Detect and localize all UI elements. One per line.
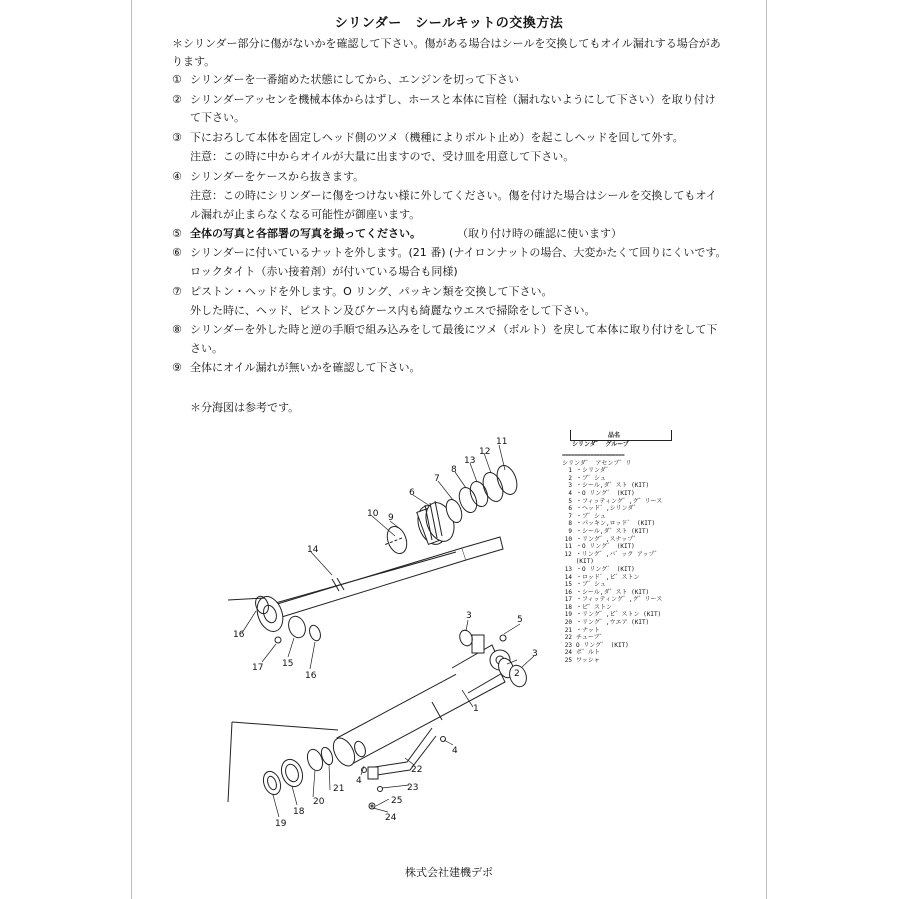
part-number: 16	[564, 588, 572, 596]
label-part-8: 8	[451, 465, 457, 475]
part-number: 2	[568, 474, 572, 482]
label-part-6: 6	[409, 488, 415, 498]
step-7-line-2: 外した時に、ヘッド、ピストン及びケース内も綺麗なウエスで掃除をして下さい。	[190, 304, 596, 317]
part-number: 7	[568, 512, 572, 520]
part-name: ・ブ゛シュ	[576, 512, 606, 520]
part-name: ・ブ゛シュ	[576, 474, 606, 482]
label-part-9: 9	[388, 513, 394, 523]
part-number: 4	[568, 489, 572, 497]
part-name: ・リング゛,ウエア (KIT)	[576, 619, 650, 627]
part-name: ・O リング゛ (KIT)	[576, 565, 635, 573]
parts-list-header-box	[570, 430, 672, 441]
label-part-3: 3	[532, 649, 538, 659]
parts-list-row	[560, 528, 680, 536]
parts-list-row	[560, 649, 680, 657]
parts-list-row	[560, 536, 680, 544]
label-part-22: 22	[411, 765, 423, 775]
step-1-line-1: シリンダーを一番縮めた状態にしてから、エンジンを切って下さい	[190, 73, 520, 86]
step-number: ⑧	[172, 323, 182, 336]
part-number: 1	[568, 467, 572, 475]
parts-list-row	[560, 634, 680, 642]
label-part-16: 16	[233, 630, 245, 640]
label-part-12: 12	[479, 447, 491, 457]
part-name: ・フィッティング゛,グ゛リース	[576, 596, 663, 604]
intro-note-line-2: ります。	[172, 55, 216, 68]
parts-list-row	[560, 596, 680, 604]
step-number: ①	[172, 73, 182, 86]
step-8-line-1: シリンダーを外した時と逆の手順で組み込みをして最後にツメ（ボルト）を戻して本体に取り付けをして下	[190, 323, 718, 336]
parts-list-row	[560, 482, 680, 490]
label-part-16: 16	[305, 671, 317, 681]
step-number: ④	[172, 170, 182, 183]
part-number: 14	[564, 573, 572, 581]
label-part-2: 2	[514, 669, 520, 679]
parts-list-row	[560, 551, 680, 566]
part-name: ・シール,ダ゛スト (KIT)	[576, 482, 650, 490]
label-part-4: 4	[452, 746, 458, 756]
label-part-18: 18	[293, 807, 305, 817]
parts-list-row	[560, 490, 680, 498]
step-number: ⑥	[172, 246, 182, 259]
part-name: ・ヘッド゛,シリンダ゛	[576, 505, 640, 513]
step-3-line-1: 下におろして本体を固定しヘッド側のツメ（機種によりボルト止め）を起こしヘッドを回して外す。	[190, 131, 684, 144]
label-part-14: 14	[307, 545, 319, 555]
document-page	[131, 0, 767, 899]
step-5-aside: （取り付け時の確認に使います）	[457, 227, 622, 240]
parts-list-group-title: シリンダ゛ グループ	[572, 441, 629, 448]
label-part-25: 25	[391, 796, 403, 806]
parts-list-row	[560, 619, 680, 627]
step-number: ⑤	[172, 227, 182, 240]
label-part-4: 4	[356, 776, 362, 786]
step-number: ②	[172, 93, 182, 106]
part-name: ・リング゛,ピ゛ストン (KIT)	[576, 611, 662, 619]
part-number: 12	[564, 550, 572, 558]
step-4-line-1: シリンダーをケースから抜きます。	[190, 170, 365, 183]
part-name: ・シール,ダ゛スト (KIT)	[576, 588, 650, 596]
step-number: ③	[172, 131, 182, 144]
step-9-line-1: 全体にオイル漏れが無いかを確認して下さい。	[190, 361, 421, 374]
label-part-20: 20	[313, 797, 325, 807]
company-footer: 株式会社建機デポ	[405, 866, 493, 879]
parts-list-row	[560, 543, 680, 551]
part-number: 18	[564, 603, 572, 611]
part-number: 22	[564, 634, 572, 642]
step-5-bold-text: 全体の写真と各部署の写真を撮ってください。	[190, 227, 421, 240]
part-number: 23	[564, 641, 572, 649]
part-name: O リング゛ (KIT)	[576, 641, 629, 649]
step-2-line-1: シリンダーアッセンを機械本体からはずし、ホースと本体に盲栓（漏れないようにして下さい）を取り付け	[190, 93, 716, 106]
part-name: ボ゛ルト	[576, 649, 601, 657]
parts-list-row	[560, 581, 680, 589]
step-number: ⑨	[172, 361, 182, 374]
label-part-7: 7	[434, 474, 440, 484]
parts-list	[560, 430, 680, 665]
parts-list-row	[560, 642, 680, 650]
parts-list-header-title: 品名	[608, 432, 621, 439]
step-6-line-2: ロックタイト（赤い接着剤）が付いている場合も同様)	[190, 265, 458, 278]
label-part-19: 19	[275, 819, 287, 829]
label-part-5: 5	[517, 615, 523, 625]
part-number: 13	[564, 565, 572, 573]
step-8-line-2: さい。	[190, 342, 223, 355]
part-name: ・パッキン,ロッド゛ (KIT)	[576, 520, 656, 528]
parts-list-row	[560, 657, 680, 665]
step-7-line-1: ピストン・ヘッドを外します。O リング、パッキン類を交換して下さい。	[190, 285, 553, 298]
label-part-13: 13	[464, 456, 476, 466]
part-name: ・ブ゛シュ	[576, 581, 606, 589]
part-number: 25	[564, 657, 572, 665]
part-number: 8	[568, 520, 572, 528]
label-part-23: 23	[407, 783, 419, 793]
part-number: 19	[564, 611, 572, 619]
part-name: ・シリンダ゛	[576, 467, 612, 475]
part-number: 10	[564, 535, 572, 543]
step-number: ⑦	[172, 285, 182, 298]
part-name: ・ナット	[576, 626, 600, 634]
part-name: チューブ゛	[576, 634, 606, 642]
step-4-line-3: ル漏れが止まらなくなる可能性が御座います。	[190, 208, 421, 221]
label-part-1: 1	[473, 704, 479, 714]
step-3-line-2: 注意：この時に中からオイルが大量に出ますので、受け皿を用意して下さい。	[190, 150, 575, 163]
part-number: 21	[564, 626, 572, 634]
part-name: ・リング゛,バ゛ック アップ゛ (KIT)	[575, 550, 661, 566]
part-number: 17	[564, 596, 572, 604]
piston-rod-drawing	[228, 537, 503, 635]
parts-list-row	[560, 513, 680, 521]
label-part-10: 10	[367, 509, 379, 519]
part-number: 5	[568, 497, 572, 505]
diagram-note: ＊分海図は参考です。	[190, 401, 300, 414]
parts-list-assembly: シリンダ゛ アセンブ゛リ	[562, 459, 632, 467]
part-name: ・O リング゛ (KIT)	[576, 543, 635, 551]
part-number: 20	[564, 619, 572, 627]
label-part-24: 24	[385, 813, 397, 823]
label-part-17: 17	[252, 663, 264, 673]
parts-list-row	[560, 574, 680, 582]
parts-list-row	[560, 566, 680, 574]
part-name: ・O リング゛ (KIT)	[576, 489, 635, 497]
part-name: ・リング゛,スナップ゛	[576, 535, 640, 543]
intro-note-line-1: ＊シリンダー部分に傷がないかを確認して下さい。傷がある場合はシールを交換してもオイル漏れする場合があ	[172, 37, 721, 50]
label-part-15: 15	[282, 659, 294, 669]
part-number: 11	[564, 543, 572, 551]
part-number: 3	[568, 482, 572, 490]
parts-list-rows	[560, 467, 680, 664]
step-2-line-2: て下さい。	[190, 111, 245, 124]
parts-list-header	[560, 430, 680, 452]
part-labels	[233, 437, 538, 829]
parts-list-row	[560, 505, 680, 513]
parts-list-row	[560, 520, 680, 528]
label-part-21: 21	[333, 784, 345, 794]
part-number: 24	[564, 649, 572, 657]
part-name: ・ピ゛ストン	[576, 603, 613, 611]
part-name: ワッシャ	[576, 657, 600, 665]
part-number: 9	[568, 527, 572, 535]
step-4-line-2: 注意：この時にシリンダーに傷をつけない様に外してください。傷を付けた場合はシールを交換してもオイ	[190, 189, 717, 202]
parts-list-separator: ====================	[562, 452, 625, 459]
label-part-11: 11	[496, 437, 508, 447]
part-name: ・シール,ダ゛スト (KIT)	[576, 527, 650, 535]
label-part-3: 3	[466, 611, 472, 621]
step-6-line-1: シリンダーに付いているナットを外します。(21 番) (ナイロンナットの場合、大変かたくて回りにくいです。	[190, 246, 727, 259]
parts-list-row	[560, 611, 680, 619]
part-number: 15	[564, 581, 572, 589]
part-name: ・フィッティング゛,グ゛リース	[576, 497, 663, 505]
parts-list-row	[560, 467, 680, 475]
part-name: ・ロッド゛,ピ゛ストン	[576, 573, 640, 581]
part-number: 6	[568, 505, 572, 513]
document-title: シリンダー シールキットの交換方法	[334, 16, 564, 31]
